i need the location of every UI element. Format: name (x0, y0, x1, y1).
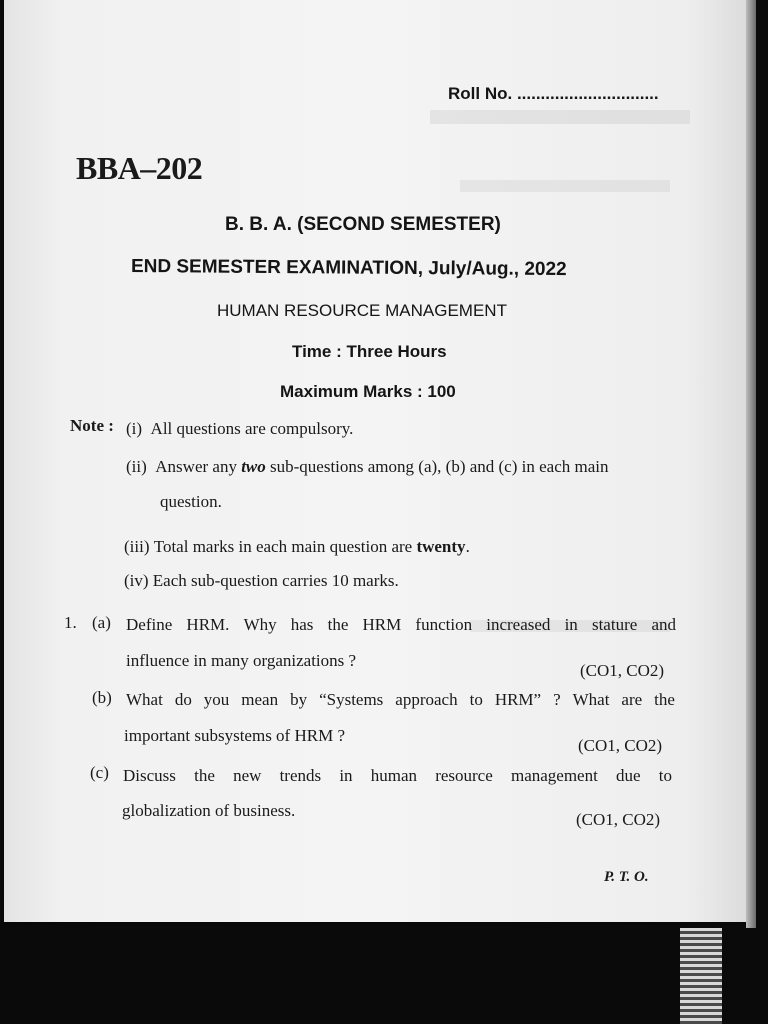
question-word: you (203, 690, 230, 709)
note-number: (iv) (124, 571, 149, 590)
question-word: Define (126, 615, 173, 634)
question-word: HRM. (186, 615, 230, 634)
question-word: to (658, 766, 672, 785)
background-striped-object (680, 928, 722, 1024)
note-number: (i) (126, 419, 143, 438)
question-word: new (233, 766, 262, 785)
question-word: mean (241, 690, 279, 709)
sub-question-text (126, 615, 676, 635)
question-word: stature (591, 615, 638, 634)
question-word: the (194, 766, 215, 785)
maximum-marks: Maximum Marks : 100 (280, 382, 456, 401)
question-word: What (572, 690, 610, 709)
question-word: are (621, 690, 643, 709)
sub-question-label: (a) (92, 613, 111, 632)
question-word: resource (435, 766, 493, 785)
programme-title: B. B. A. (SECOND SEMESTER) (225, 214, 501, 235)
question-word: Why (243, 615, 277, 634)
question-word: trends (279, 766, 322, 785)
question-word: function (415, 615, 473, 634)
question-word: the (327, 615, 349, 634)
bleed-through-marks (460, 180, 670, 192)
question-word: increased (486, 615, 551, 634)
course-outcome-tag: (CO1, CO2) (580, 661, 665, 680)
question-word: by (290, 690, 308, 709)
course-outcome-tag: (CO1, CO2) (576, 810, 661, 829)
sub-question-label: (c) (90, 763, 109, 782)
question-word: approach (395, 690, 458, 709)
question-word: HRM” (494, 690, 542, 709)
please-turn-over: P. T. O. (604, 869, 649, 885)
note-text: Answer any (155, 457, 242, 476)
note-text: Total marks in each main question are (153, 537, 417, 556)
question-word: “Systems (319, 690, 384, 709)
question-word: has (290, 615, 314, 634)
roll-number-field: Roll No. .............................. (448, 84, 659, 103)
sub-question-text: globalization of business. (122, 801, 296, 820)
subject-title: HUMAN RESOURCE MANAGEMENT (217, 301, 507, 320)
question-word: Discuss (123, 766, 176, 785)
question-word: human (370, 766, 418, 785)
paper-edge-shadow (746, 0, 756, 928)
question-word: What (126, 690, 163, 709)
note-text: . (465, 537, 470, 556)
question-word: and (651, 615, 676, 634)
sub-question-text (126, 690, 675, 710)
bleed-through-marks (430, 110, 690, 124)
note-number: (iii) (124, 537, 150, 556)
note-bold: twenty (416, 537, 466, 556)
note-item (124, 537, 470, 557)
sub-question-label: (b) (92, 688, 112, 707)
note-text: sub-questions among (a), (b) and (c) in each main (265, 457, 609, 476)
sub-question-text: influence in many organizations ? (126, 651, 357, 670)
note-emphasis: two (241, 457, 266, 476)
question-word: due (616, 766, 641, 785)
note-item (124, 571, 399, 591)
question-word: ? (553, 690, 561, 709)
note-text: Each sub-question carries 10 marks. (152, 571, 399, 590)
question-word: in (339, 766, 353, 785)
course-outcome-tag: (CO1, CO2) (578, 736, 663, 755)
exam-title: END SEMESTER EXAMINATION, July/Aug., 2022 (130, 256, 567, 281)
sub-question-text (123, 766, 672, 786)
question-word: HRM (362, 615, 402, 634)
question-word: do (174, 690, 192, 709)
question-word: to (469, 690, 483, 709)
note-item (126, 419, 353, 439)
note-continuation: question. (160, 492, 222, 511)
question-word: the (654, 690, 675, 709)
exam-duration: Time : Three Hours (292, 342, 447, 361)
paper-code: BBA–202 (76, 150, 203, 186)
note-number: (ii) (126, 457, 147, 476)
note-text: All questions are compulsory. (150, 419, 354, 438)
question-word: in (564, 615, 578, 634)
question-word: management (510, 766, 598, 785)
sub-question-text: important subsystems of HRM ? (124, 726, 345, 745)
note-label: Note : (70, 416, 114, 435)
note-item (126, 457, 682, 477)
question-number: 1. (64, 613, 77, 632)
